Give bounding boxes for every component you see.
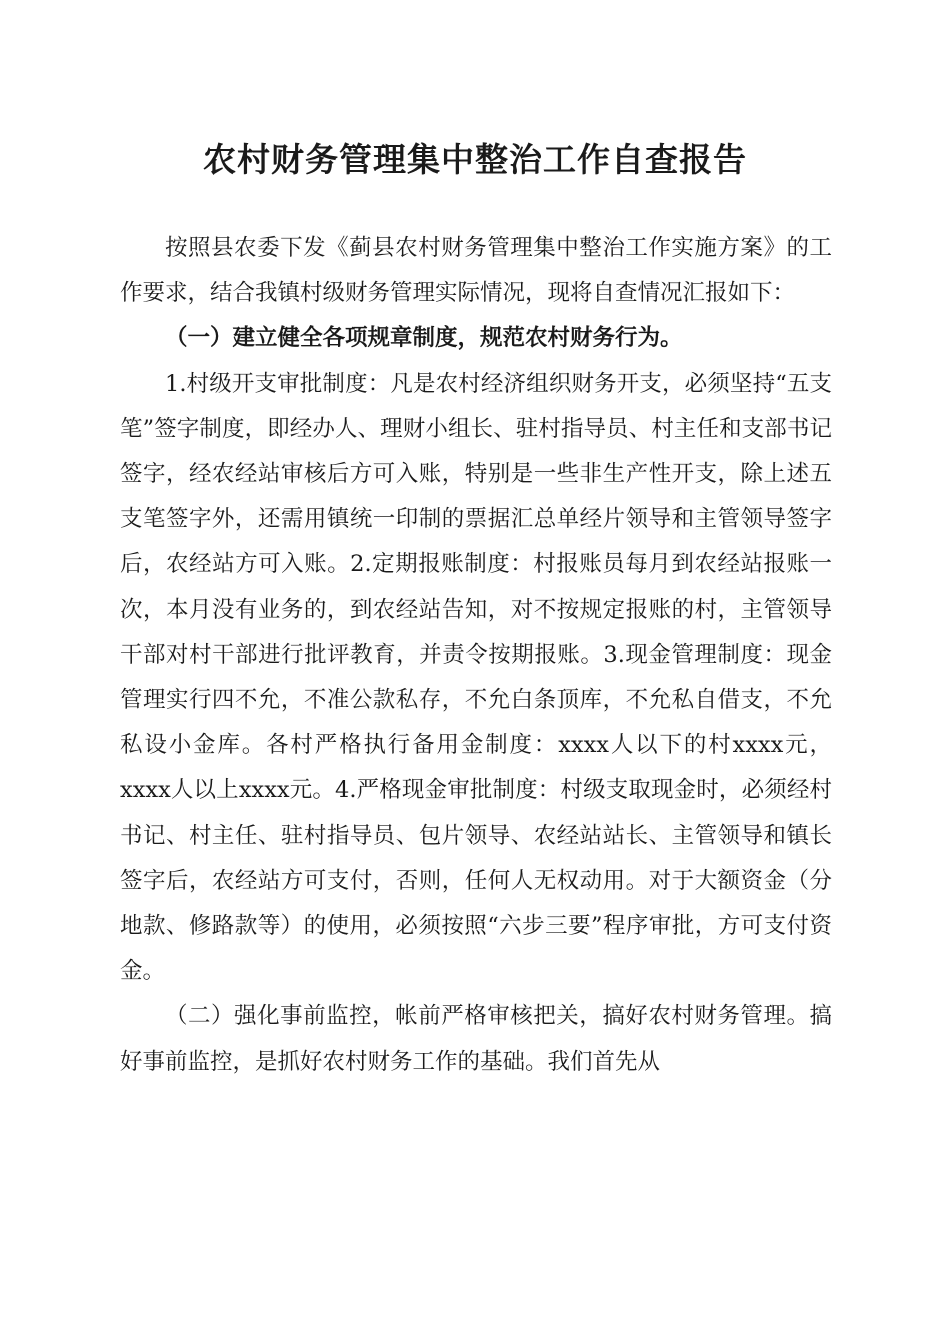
section-1-paragraph: 1.村级开支审批制度：凡是农村经济组织财务开支，必须坚持“五支笔”签字制度，即经办人、理财小组长、驻村指导员、村主任和支部书记签字，经农经站审核后方可入账，特别是一些非生产性开支，除上述五支笔签字外，还需用镇统一印制的票据汇总单经片领导和主管领导签字后，农经站方可入账。2.定期报账制度：村报账员每月到农经站报账一次，本月没有业务的，到农经站告知，对不按规定报账的村，主管领导干部对村干部进行批评教育，并责令按期报账。3.现金管理制度：现金管理实行四不允，不准公款私存，不允白条顶库，不允私自借支，不允私设小金库。各村严格执行备用金制度：xxxx人以下的村xxxx元，xxxx人以上xxxx元。4.严格现金审批制度：村级支取现金时，必须经村书记、村主任、驻村指导员、包片领导、农经站站长、主管领导和镇长签字后，农经站方可支付，否则，任何人无权动用。对于大额资金（分地款、修路款等）的使用，必须按照“六步三要”程序审批，方可支付资金。 — [120, 370, 832, 985]
section-heading-1: （一）建立健全各项规章制度，规范农村财务行为。 — [165, 325, 683, 352]
section-2-paragraph: （二）强化事前监控，帐前严格审核把关，搞好农村财务管理。搞好事前监控，是抓好农村财务工作的基础。我们首先从 — [120, 1003, 832, 1075]
document-title: 农村财务管理集中整治工作自查报告 — [203, 140, 747, 179]
document-body — [120, 226, 832, 1085]
intro-paragraph: 按照县农委下发《蓟县农村财务管理集中整治工作实施方案》的工作要求，结合我镇村级财务管理实际情况，现将自查情况汇报如下： — [120, 235, 832, 307]
